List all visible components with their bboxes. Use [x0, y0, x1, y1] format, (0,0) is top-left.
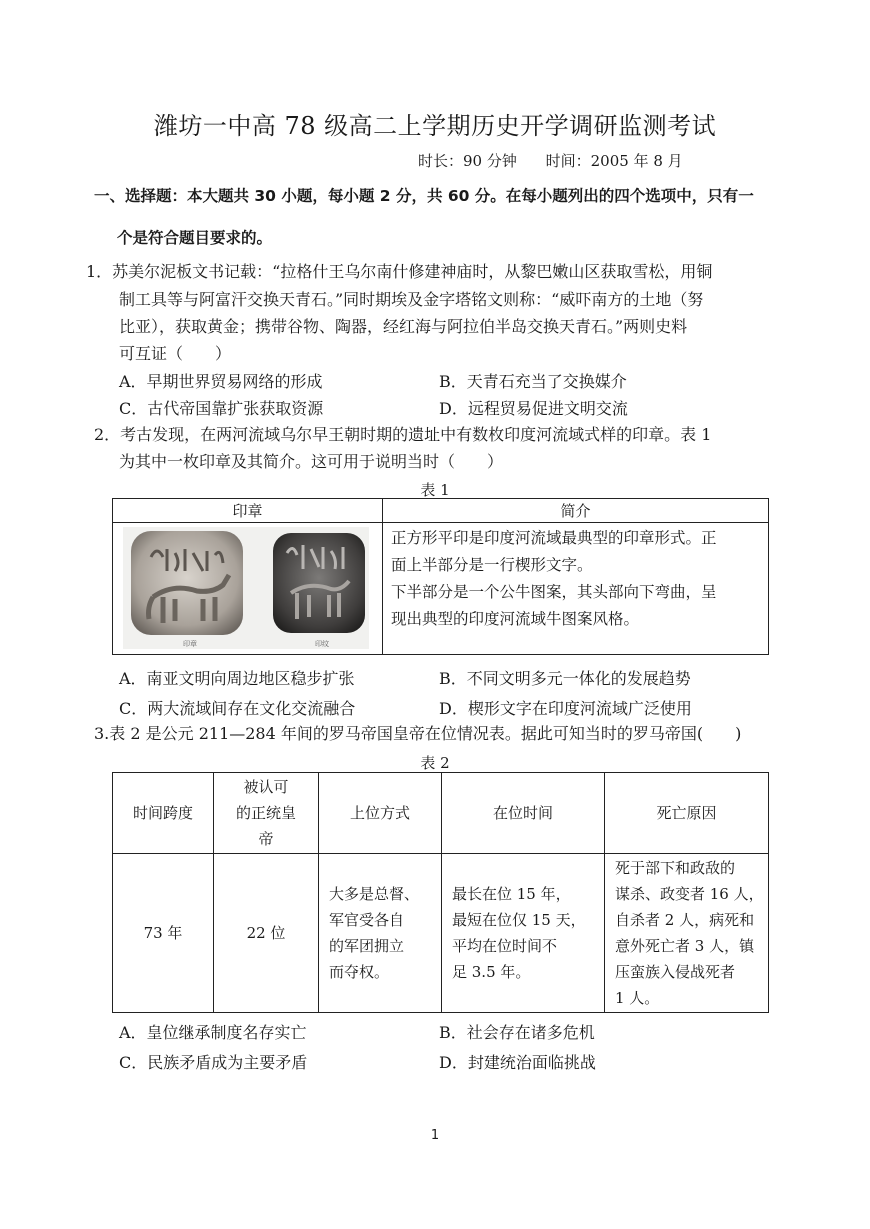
q1-line: 1．苏美尔泥板文书记载：“拉格什王乌尔南什修建神庙时，从黎巴嫩山区获取雪松，用铜	[86, 262, 713, 281]
table-2-caption: 表 2	[420, 754, 450, 772]
seal-description	[383, 523, 769, 655]
cell-emperors	[214, 854, 319, 1013]
q2-line: 2．考古发现，在两河流域乌尔早王朝时期的遗址中有数枚印度河流域式样的印章。表 1	[94, 425, 712, 444]
q3-stem: 3.表 2 是公元 211—284 年间的罗马帝国皇帝在位情况表。据此可知当时的罗马帝国( )	[94, 724, 742, 743]
table-2-header	[214, 773, 319, 854]
cell-text: 最长在位 15 年， 最短在位仅 15 天， 平均在位时间不 足 3.5 年。	[452, 885, 586, 981]
q1-line: 比亚），获取黄金；携带谷物、陶器，经红海与阿拉伯半岛交换天青石。”两则史料	[119, 317, 688, 336]
q3-option-c[interactable]: C．民族矛盾成为主要矛盾	[119, 1053, 308, 1072]
cell-text: 73 年	[143, 924, 183, 942]
exam-meta	[418, 150, 707, 171]
desc-line: 正方形平印是印度河流域最典型的印章形式。正	[391, 529, 717, 547]
table-2-header	[605, 773, 769, 854]
table-2-header	[113, 773, 214, 854]
desc-line: 现出典型的印度河流域牛图案风格。	[391, 610, 640, 628]
cell-text: 22 位	[246, 924, 286, 942]
q1-option-d[interactable]: D．远程贸易促进文明交流	[439, 399, 628, 418]
q1-line: 制工具等与阿富汗交换天青石。”同时期埃及金字塔铭文则称：“威吓南方的土地（努	[119, 290, 704, 309]
header-emperors: 被认可 的正统皇 帝	[235, 778, 296, 848]
cell-time-span	[113, 854, 214, 1013]
seal-print-label: 印纹	[315, 640, 329, 648]
cell-death	[605, 854, 769, 1013]
table-1-header-desc: 简介	[383, 499, 769, 523]
q2-line: 为其中一枚印章及其简介。这可用于说明当时（ ）	[119, 452, 504, 471]
q1-option-b[interactable]: B．天青石充当了交换媒介	[439, 372, 627, 391]
table-2	[112, 772, 769, 1013]
table-1-caption: 表 1	[420, 481, 450, 499]
exam-title: 潍坊一中高 78 级高二上学期历史开学调研监测考试	[153, 112, 717, 140]
seal-image	[123, 527, 369, 649]
q2-option-d[interactable]: D．楔形文字在印度河流域广泛使用	[439, 699, 692, 718]
cell-accession	[319, 854, 442, 1013]
q3-option-d[interactable]: D．封建统治面临挑战	[439, 1053, 596, 1072]
q2-option-c[interactable]: C．两大流域间存在文化交流融合	[119, 699, 356, 718]
table-2-header	[442, 773, 605, 854]
table-1-header-seal: 印章	[113, 499, 383, 523]
exam-date: 时间：2005 年 8 月	[545, 152, 683, 170]
q1-line: 可互证（ ）	[119, 344, 232, 363]
header-reign: 在位时间	[492, 804, 553, 822]
header-time-span: 时间跨度	[132, 804, 193, 822]
table-1	[112, 498, 769, 655]
desc-line: 下半部分是一个公牛图案，其头部向下弯曲，呈	[391, 583, 717, 601]
cell-text: 大多是总督、 军官受各自 的军团拥立 而夺权。	[329, 885, 420, 981]
seal-photo-panel	[123, 527, 369, 649]
q2-option-b[interactable]: B．不同文明多元一体化的发展趋势	[439, 669, 691, 688]
q3-option-a[interactable]: A．皇位继承制度名存实亡	[119, 1023, 307, 1042]
cell-reign	[442, 854, 605, 1013]
q2-option-a[interactable]: A．南亚文明向周边地区稳步扩张	[119, 669, 355, 688]
section-heading-line1: 一、选择题：本大题共 30 小题，每小题 2 分，共 60 分。在每小题列出的四个选项中，只有一	[94, 187, 754, 205]
seal-label: 印章	[183, 640, 197, 648]
desc-line: 面上半部分是一行楔形文字。	[391, 556, 593, 574]
header-death: 死亡原因	[656, 804, 717, 822]
q1-option-c[interactable]: C．古代帝国靠扩张获取资源	[119, 399, 324, 418]
cell-text: 死于部下和政敌的 谋杀、政变者 16 人， 自杀者 2 人，病死和 意外死亡者 3 人，镇 压蛮族入侵战死者 1 人。	[615, 859, 764, 1007]
header-accession: 上位方式	[349, 804, 410, 822]
q1-option-a[interactable]: A．早期世界贸易网络的形成	[119, 372, 323, 391]
exam-duration: 时长：90 分钟	[418, 152, 517, 170]
table-2-header	[319, 773, 442, 854]
page-number: 1	[430, 1128, 440, 1143]
q3-option-b[interactable]: B．社会存在诸多危机	[439, 1023, 595, 1042]
seal-images-cell	[113, 523, 383, 655]
section-heading-line2: 个是符合题目要求的。	[117, 229, 273, 247]
